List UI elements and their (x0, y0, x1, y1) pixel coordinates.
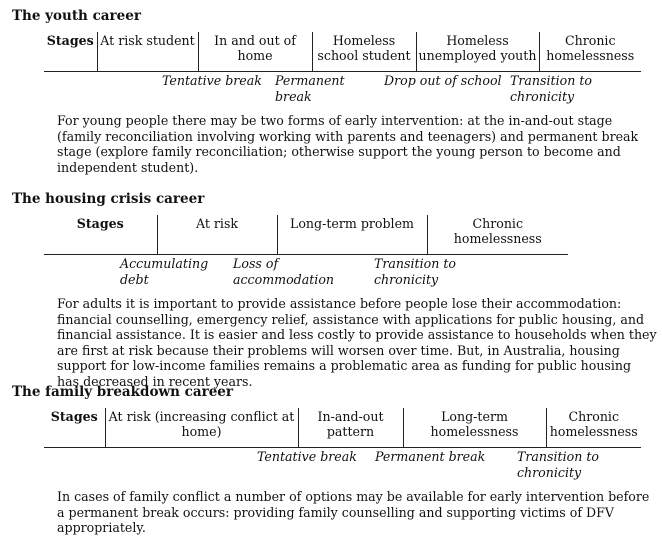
stages-label: Stages (44, 215, 157, 254)
transition-label: Loss of accommodation (233, 256, 335, 287)
family-breakdown-stages-table (44, 408, 641, 448)
youth-career-stages-table (44, 32, 641, 72)
stage-cell: At risk (increasing conflict at home) (105, 408, 298, 447)
stage-cell: At risk student (97, 32, 198, 71)
family-breakdown-paragraph: In cases of family conflict a number of options may be available for early intervention before a permanent break occurs: providing family counselling and supporting victims of DFV appropriately. (57, 489, 650, 536)
section-title-family-breakdown-career: The family breakdown career (12, 384, 233, 400)
youth-career-paragraph: For young people there may be two forms of early intervention: at the in-and-out stage (family reconciliation involving working with parents and teenagers) and permanent break stage (explore family reconciliation; otherwise support the young person to become and independent student). (57, 113, 639, 175)
transition-label: Accumulating debt (120, 256, 209, 287)
housing-crisis-paragraph: For adults it is important to provide assistance before people lose their accommodation: financial counselling, emergency relief, assistance with applications for public housing, and financial assistance. It is easier and less costly to provide assistance to households when they are first at risk because their problems will worsen over time. But, in Australia, housing support for low-income families remains a problematic area as funding for public housing has decreased in recent years. (57, 296, 657, 389)
section-title-youth-career: The youth career (12, 8, 141, 24)
stage-cell: Homeless unemployed youth (416, 32, 539, 71)
stage-cell: Long-term problem (277, 215, 427, 254)
stage-cell: In-and-out pattern (298, 408, 403, 447)
section-title-housing-crisis-career: The housing crisis career (12, 191, 205, 207)
stage-cell: Chronic homelessness (539, 32, 641, 71)
transition-label: Tentative break (162, 73, 262, 88)
stages-label: Stages (44, 32, 97, 71)
transition-label: Permanent break (275, 73, 345, 104)
housing-crisis-stages-table (44, 215, 568, 255)
stage-cell: Chronic homelessness (427, 215, 568, 254)
transition-label: Tentative break (257, 449, 357, 464)
stage-cell: Homeless school student (312, 32, 416, 71)
stages-label: Stages (44, 408, 105, 447)
transition-label: Drop out of school (384, 73, 502, 88)
transition-label: Permanent break (375, 449, 486, 464)
transition-label: Transition to chronicity (374, 256, 456, 287)
transition-label: Transition to chronicity (517, 449, 599, 480)
transition-label: Transition to chronicity (510, 73, 592, 104)
stage-cell: Chronic homelessness (546, 408, 641, 447)
stage-cell: Long-term homelessness (403, 408, 546, 447)
stage-cell: At risk (157, 215, 277, 254)
stage-cell: In and out of home (198, 32, 312, 71)
